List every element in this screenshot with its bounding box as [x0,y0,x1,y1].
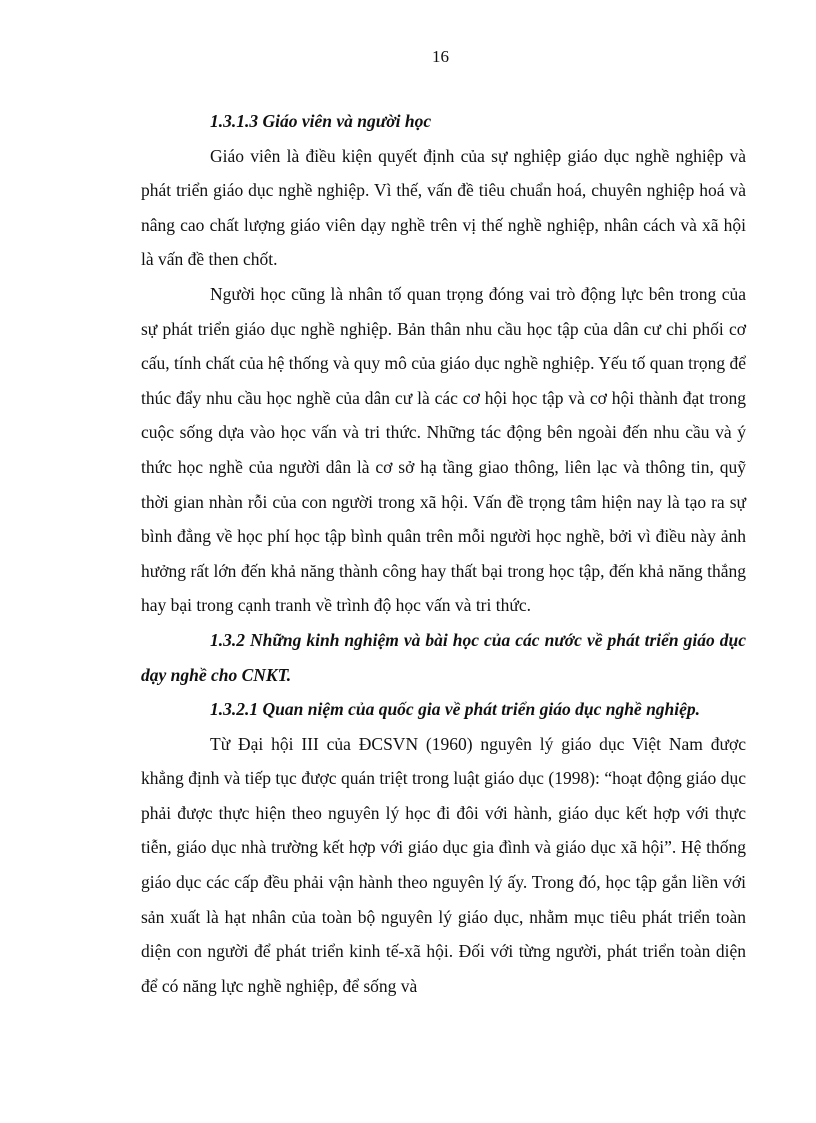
document-body [141,104,746,1003]
paragraph-national-concept: Từ Đại hội III của ĐCSVN (1960) nguyên lý giáo dục Việt Nam được khẳng định và tiếp tục được quán triệt trong luật giáo dục (1998): “hoạt động giáo dục phải được thực hiện theo nguyên lý học đi đôi với hành, giáo dục kết hợp với thực tiễn, giáo dục nhà trường kết hợp với giáo dục gia đình và giáo dục xã hội”. Hệ thống giáo dục các cấp đều phải vận hành theo nguyên lý ấy. Trong đó, học tập gắn liền với sản xuất là hạt nhân của toàn bộ nguyên lý giáo dục, nhằm mục tiêu phát triển toàn diện con người để phát triển kinh tế-xã hội. Đối với từng người, phát triển toàn diện để có năng lực nghề nghiệp, để sống và [141,733,746,996]
section-heading-national-concept: 1.3.2.1 Quan niệm của quốc gia về phát triển giáo dục nghề nghiệp. [210,699,701,720]
section-heading-teachers-learners: 1.3.1.3 Giáo viên và người học [210,111,432,131]
paragraph-learners: Người học cũng là nhân tố quan trọng đóng vai trò động lực bên trong của sự phát triển giáo dục nghề nghiệp. Bản thân nhu cầu học tập của dân cư chi phối cơ cấu, tính chất của hệ thống và quy mô của giáo dục nghề nghiệp. Yếu tố quan trọng để thúc đẩy nhu cầu học nghề của dân cư là các cơ hội học tập và cơ hội thành đạt trong cuộc sống dựa vào học vấn và tri thức. Những tác động bên ngoài đến nhu cầu và ý thức học nghề của người dân là cơ sở hạ tầng giao thông, liên lạc và thông tin, quỹ thời gian nhàn rỗi của con người trong xã hội. Vấn đề trọng tâm hiện nay là tạo ra sự bình đẳng về học phí học tập bình quân trên mỗi người học nghề, bởi vì điều này ảnh hưởng rất lớn đến khả năng thành công hay thất bại trong học tập, đến khả năng thắng hay bại trong cạnh tranh về trình độ học vấn và tri thức. [141,283,746,616]
page-number: 16 [432,47,449,66]
section-heading-international-experience: 1.3.2 Những kinh nghiệm và bài học của các nước về phát triển giáo dục dạy nghề cho CNKT. [141,629,746,685]
paragraph-teachers: Giáo viên là điều kiện quyết định của sự nghiệp giáo dục nghề nghiệp và phát triển giáo dục nghề nghiệp. Vì thế, vấn đề tiêu chuẩn hoá, chuyên nghiệp hoá và nâng cao chất lượng giáo viên dạy nghề trên vị thế nghề nghiệp, nhân cách và xã hội là vấn đề then chốt. [141,145,746,270]
